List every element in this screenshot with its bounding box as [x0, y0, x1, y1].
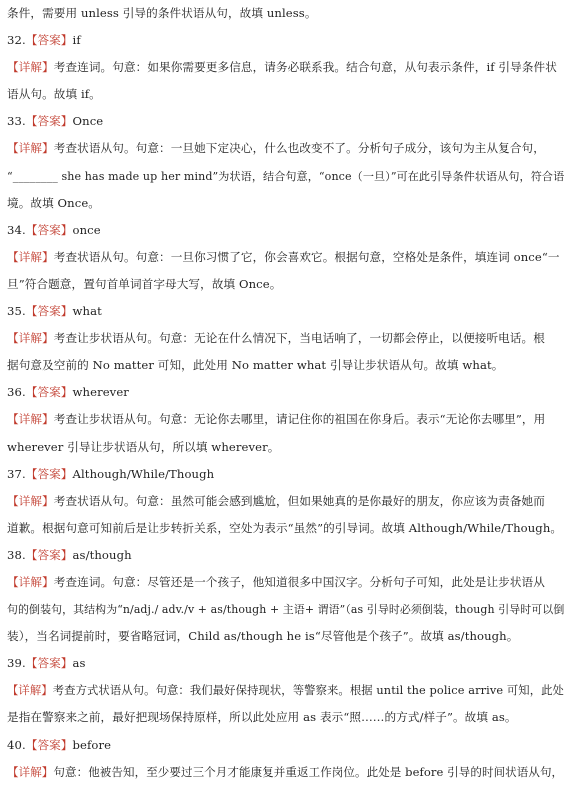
- detail-line: [7, 135, 564, 162]
- question-number: 39.: [7, 656, 26, 671]
- detail-text: 考查状语从句。句意：一旦她下定决心，什么也改变不了。分析句子成分，该句为主从复合句，: [53, 141, 545, 156]
- answer-line-40: [7, 732, 564, 759]
- answer-line-37: [7, 461, 564, 488]
- answer-line-38: [7, 542, 564, 569]
- answer-line-35: [7, 298, 564, 325]
- answer-line-33: [7, 108, 564, 135]
- question-number: 38.: [7, 547, 26, 562]
- answer-line-32: [7, 27, 564, 54]
- answer-line-36: [7, 379, 564, 406]
- continued-text-line: 条件，需要用 unless 引导的条件状语从句，故填 unless。: [7, 6, 317, 20]
- answer-value: Although/While/Though: [72, 466, 215, 481]
- question-number: 33.: [7, 114, 26, 129]
- detail-label: 【详解】: [7, 60, 54, 75]
- answer-label: 【答案】: [25, 466, 73, 481]
- answer-line-39: [7, 650, 564, 677]
- answer-value: before: [72, 737, 112, 752]
- answer-value: once: [72, 222, 101, 237]
- detail-text: 考查让步状语从句。句意：无论在什么情况下，当电话响了，一切都会停止，以便接听电话。根: [53, 331, 545, 346]
- question-number: 40.: [7, 737, 26, 752]
- detail-line: 是指在警察来之前，最好把现场保持原样，所以此处应用 as 表示“照……的方式/样子”。故填 as。: [7, 710, 517, 725]
- detail-text: 考查状语从句。句意：虽然可能会感到尴尬，但如果她真的是你最好的朋友，你应该为责备她而: [53, 493, 545, 508]
- detail-line: 旦”符合题意，置句首单词首字母大写，故填 Once。: [7, 276, 282, 291]
- detail-line: 句的倒装句，其结构为“n/adj./ adv./v + as/though + 主语+ 谓语”（as 引导时必须倒装，though 引导时可以倒: [7, 603, 565, 617]
- detail-line: [7, 244, 564, 271]
- question-number: 32.: [7, 33, 26, 48]
- detail-line: [7, 488, 564, 515]
- detail-line: [7, 54, 564, 81]
- answer-value: wherever: [72, 385, 129, 400]
- question-number: 37.: [7, 466, 26, 481]
- answer-value: if: [72, 33, 81, 48]
- answer-label: 【答案】: [25, 304, 73, 319]
- detail-text: 考查连词。句意：尽管还是一个孩子，他知道很多中国汉字。分析句子可知，此处是让步状语从: [53, 574, 545, 589]
- detail-label: 【详解】: [7, 249, 54, 264]
- detail-text: 考查让步状语从句。句意：无论你去哪里，请记住你的祖国在你身后。表示“无论你去哪里”，用: [53, 412, 546, 427]
- answer-label: 【答案】: [25, 114, 73, 129]
- answer-value: as: [72, 656, 86, 671]
- detail-line: [7, 759, 564, 786]
- detail-label: 【详解】: [7, 331, 54, 346]
- detail-line: 装），当名词提前时，要省略冠词，Child as/though he is“尽管他是个孩子”。故填 as/though。: [7, 629, 519, 644]
- detail-label: 【详解】: [7, 574, 54, 589]
- answer-label: 【答案】: [25, 656, 73, 671]
- answer-label: 【答案】: [25, 385, 73, 400]
- detail-line: 据句意及空前的 No matter 可知，此处用 No matter what 引导让步状语从句。故填 what。: [7, 358, 504, 373]
- detail-text: 考查连词。句意：如果你需要更多信息，请务必联系我。结合句意，从句表示条件，if 引导条件状: [53, 60, 557, 75]
- detail-line: 道歉。根据句意可知前后是让步转折关系，空处为表示“虽然”的引导词。故填 Although/While/Though。: [7, 520, 563, 535]
- answer-label: 【答案】: [25, 737, 73, 752]
- detail-line: [7, 569, 564, 596]
- answer-value: what: [72, 304, 102, 319]
- question-number: 34.: [7, 222, 26, 237]
- detail-label: 【详解】: [7, 412, 54, 427]
- detail-text: 考查状语从句。句意：一旦你习惯了它，你会喜欢它。根据句意，空格处是条件，填连词 once“一: [53, 249, 560, 264]
- detail-line: [7, 677, 564, 704]
- detail-line: [7, 406, 564, 433]
- detail-line: 语从句。故填 if。: [7, 87, 101, 102]
- answer-value: Once: [72, 114, 104, 129]
- detail-label: 【详解】: [7, 764, 54, 779]
- answer-line-34: [7, 217, 564, 244]
- detail-text: 考查方式状语从句。句意：我们最好保持现状，等警察来。根据 until the police arrive 可知，此处: [52, 683, 564, 698]
- detail-text: 句意：他被告知，至少要过三个月才能康复并重返工作岗位。此处是 before 引导的时间状语从句，: [53, 764, 564, 779]
- answer-label: 【答案】: [25, 547, 73, 562]
- question-number: 35.: [7, 304, 26, 319]
- detail-line: wherever 引导让步状语从句，所以填 wherever。: [7, 439, 280, 454]
- question-number: 36.: [7, 385, 26, 400]
- answer-label: 【答案】: [25, 222, 73, 237]
- detail-line: [7, 325, 564, 352]
- detail-label: 【详解】: [7, 683, 53, 698]
- answer-label: 【答案】: [25, 33, 73, 48]
- detail-line: 境。故填 Once。: [7, 195, 100, 210]
- detail-label: 【详解】: [7, 493, 54, 508]
- detail-label: 【详解】: [7, 141, 54, 156]
- answer-value: as/though: [72, 547, 132, 562]
- detail-line: “________ she has made up her mind”为状语，结合句意，“once（一旦）”可在此引导条件状语从句，符合语: [7, 169, 565, 183]
